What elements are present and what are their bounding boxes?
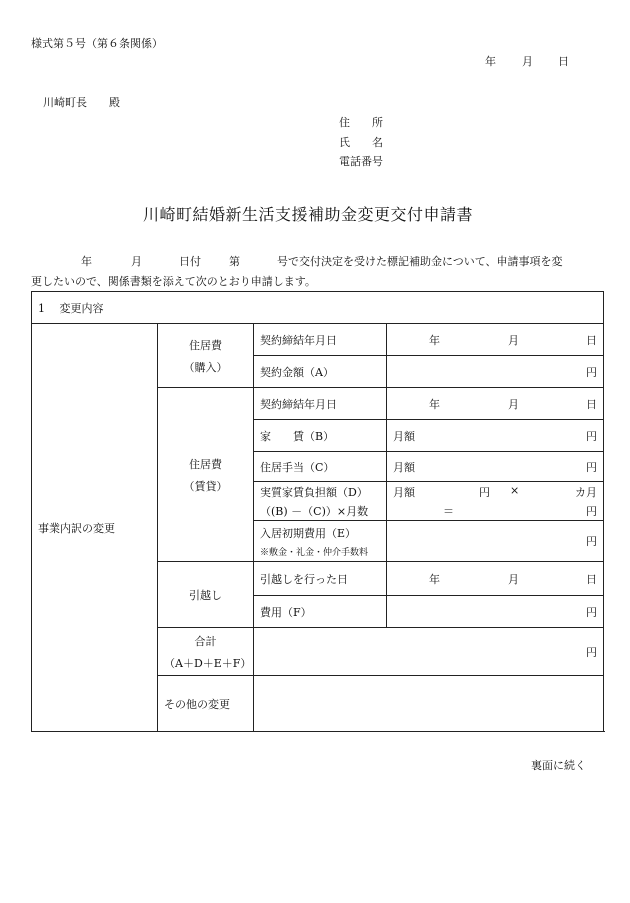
moving-label: 引越し — [158, 562, 254, 628]
rent-label: 家 賃（B） — [254, 420, 387, 452]
date-month-label: 月 — [522, 55, 533, 68]
intro-month: 月 — [131, 255, 142, 268]
contract-amount-value[interactable]: 円 — [387, 356, 604, 388]
contract-date2-label: 契約締結年月日 — [254, 388, 387, 420]
jigyou-label: 事業内訳の変更 — [32, 324, 158, 732]
allowance-value[interactable]: 月額 円 — [387, 452, 604, 482]
other-change-value[interactable] — [254, 676, 604, 732]
real-rent-value[interactable]: 月額 円 × カ月 ＝ 円 — [387, 482, 604, 521]
intro-year: 年 — [81, 255, 92, 268]
intro-text-1: 号で交付決定を受けた標記補助金について、申請事項を変 — [277, 255, 563, 268]
intro-day: 日付 — [179, 255, 201, 268]
moving-cost-label: 費用（F） — [254, 596, 387, 628]
date-year-label: 年 — [485, 55, 496, 68]
initial-cost-value[interactable]: 円 — [387, 521, 604, 562]
moved-date-value[interactable]: 年 月 日 — [387, 562, 604, 596]
real-rent-label: 実質家賃負担額（D） （(B) －（C)）×月数 — [254, 482, 387, 521]
name-label: 氏 名 — [339, 136, 383, 149]
housing-purchase-label: 住居費 （購入） — [158, 324, 254, 388]
section-header: 1 変更内容 — [32, 292, 604, 324]
address-label: 住 所 — [339, 116, 383, 129]
intro-no: 第 — [229, 255, 240, 268]
contract-date-label: 契約締結年月日 — [254, 324, 387, 356]
total-label: 合計 （A＋D＋E＋F） — [158, 628, 254, 676]
contract-date-value[interactable]: 年 月 日 — [387, 324, 604, 356]
continued-note: 裏面に続く — [531, 759, 586, 772]
contract-date2-value[interactable]: 年 月 日 — [387, 388, 604, 420]
moving-cost-value[interactable]: 円 — [387, 596, 604, 628]
form-number: 様式第５号（第６条関係） — [31, 37, 163, 50]
moved-date-label: 引越しを行った日 — [254, 562, 387, 596]
change-content-table — [31, 291, 604, 732]
initial-cost-label: 入居初期費用（E） ※敷金・礼金・仲介手数料 — [254, 521, 387, 562]
phone-label: 電話番号 — [339, 155, 383, 168]
allowance-label: 住居手当（C） — [254, 452, 387, 482]
date-day-label: 日 — [558, 55, 569, 68]
intro-text-2: 更したいので、関係書類を添えて次のとおり申請します。 — [31, 275, 316, 288]
contract-amount-label: 契約金額（A） — [254, 356, 387, 388]
total-value[interactable]: 円 — [254, 628, 604, 676]
other-change-label: その他の変更 — [158, 676, 254, 732]
document-title: 川崎町結婚新生活支援補助金変更交付申請書 — [143, 205, 474, 224]
rent-value[interactable]: 月額 円 — [387, 420, 604, 452]
addressee: 川崎町長 殿 — [43, 96, 120, 109]
housing-rent-label: 住居費 （賃貸） — [158, 388, 254, 562]
